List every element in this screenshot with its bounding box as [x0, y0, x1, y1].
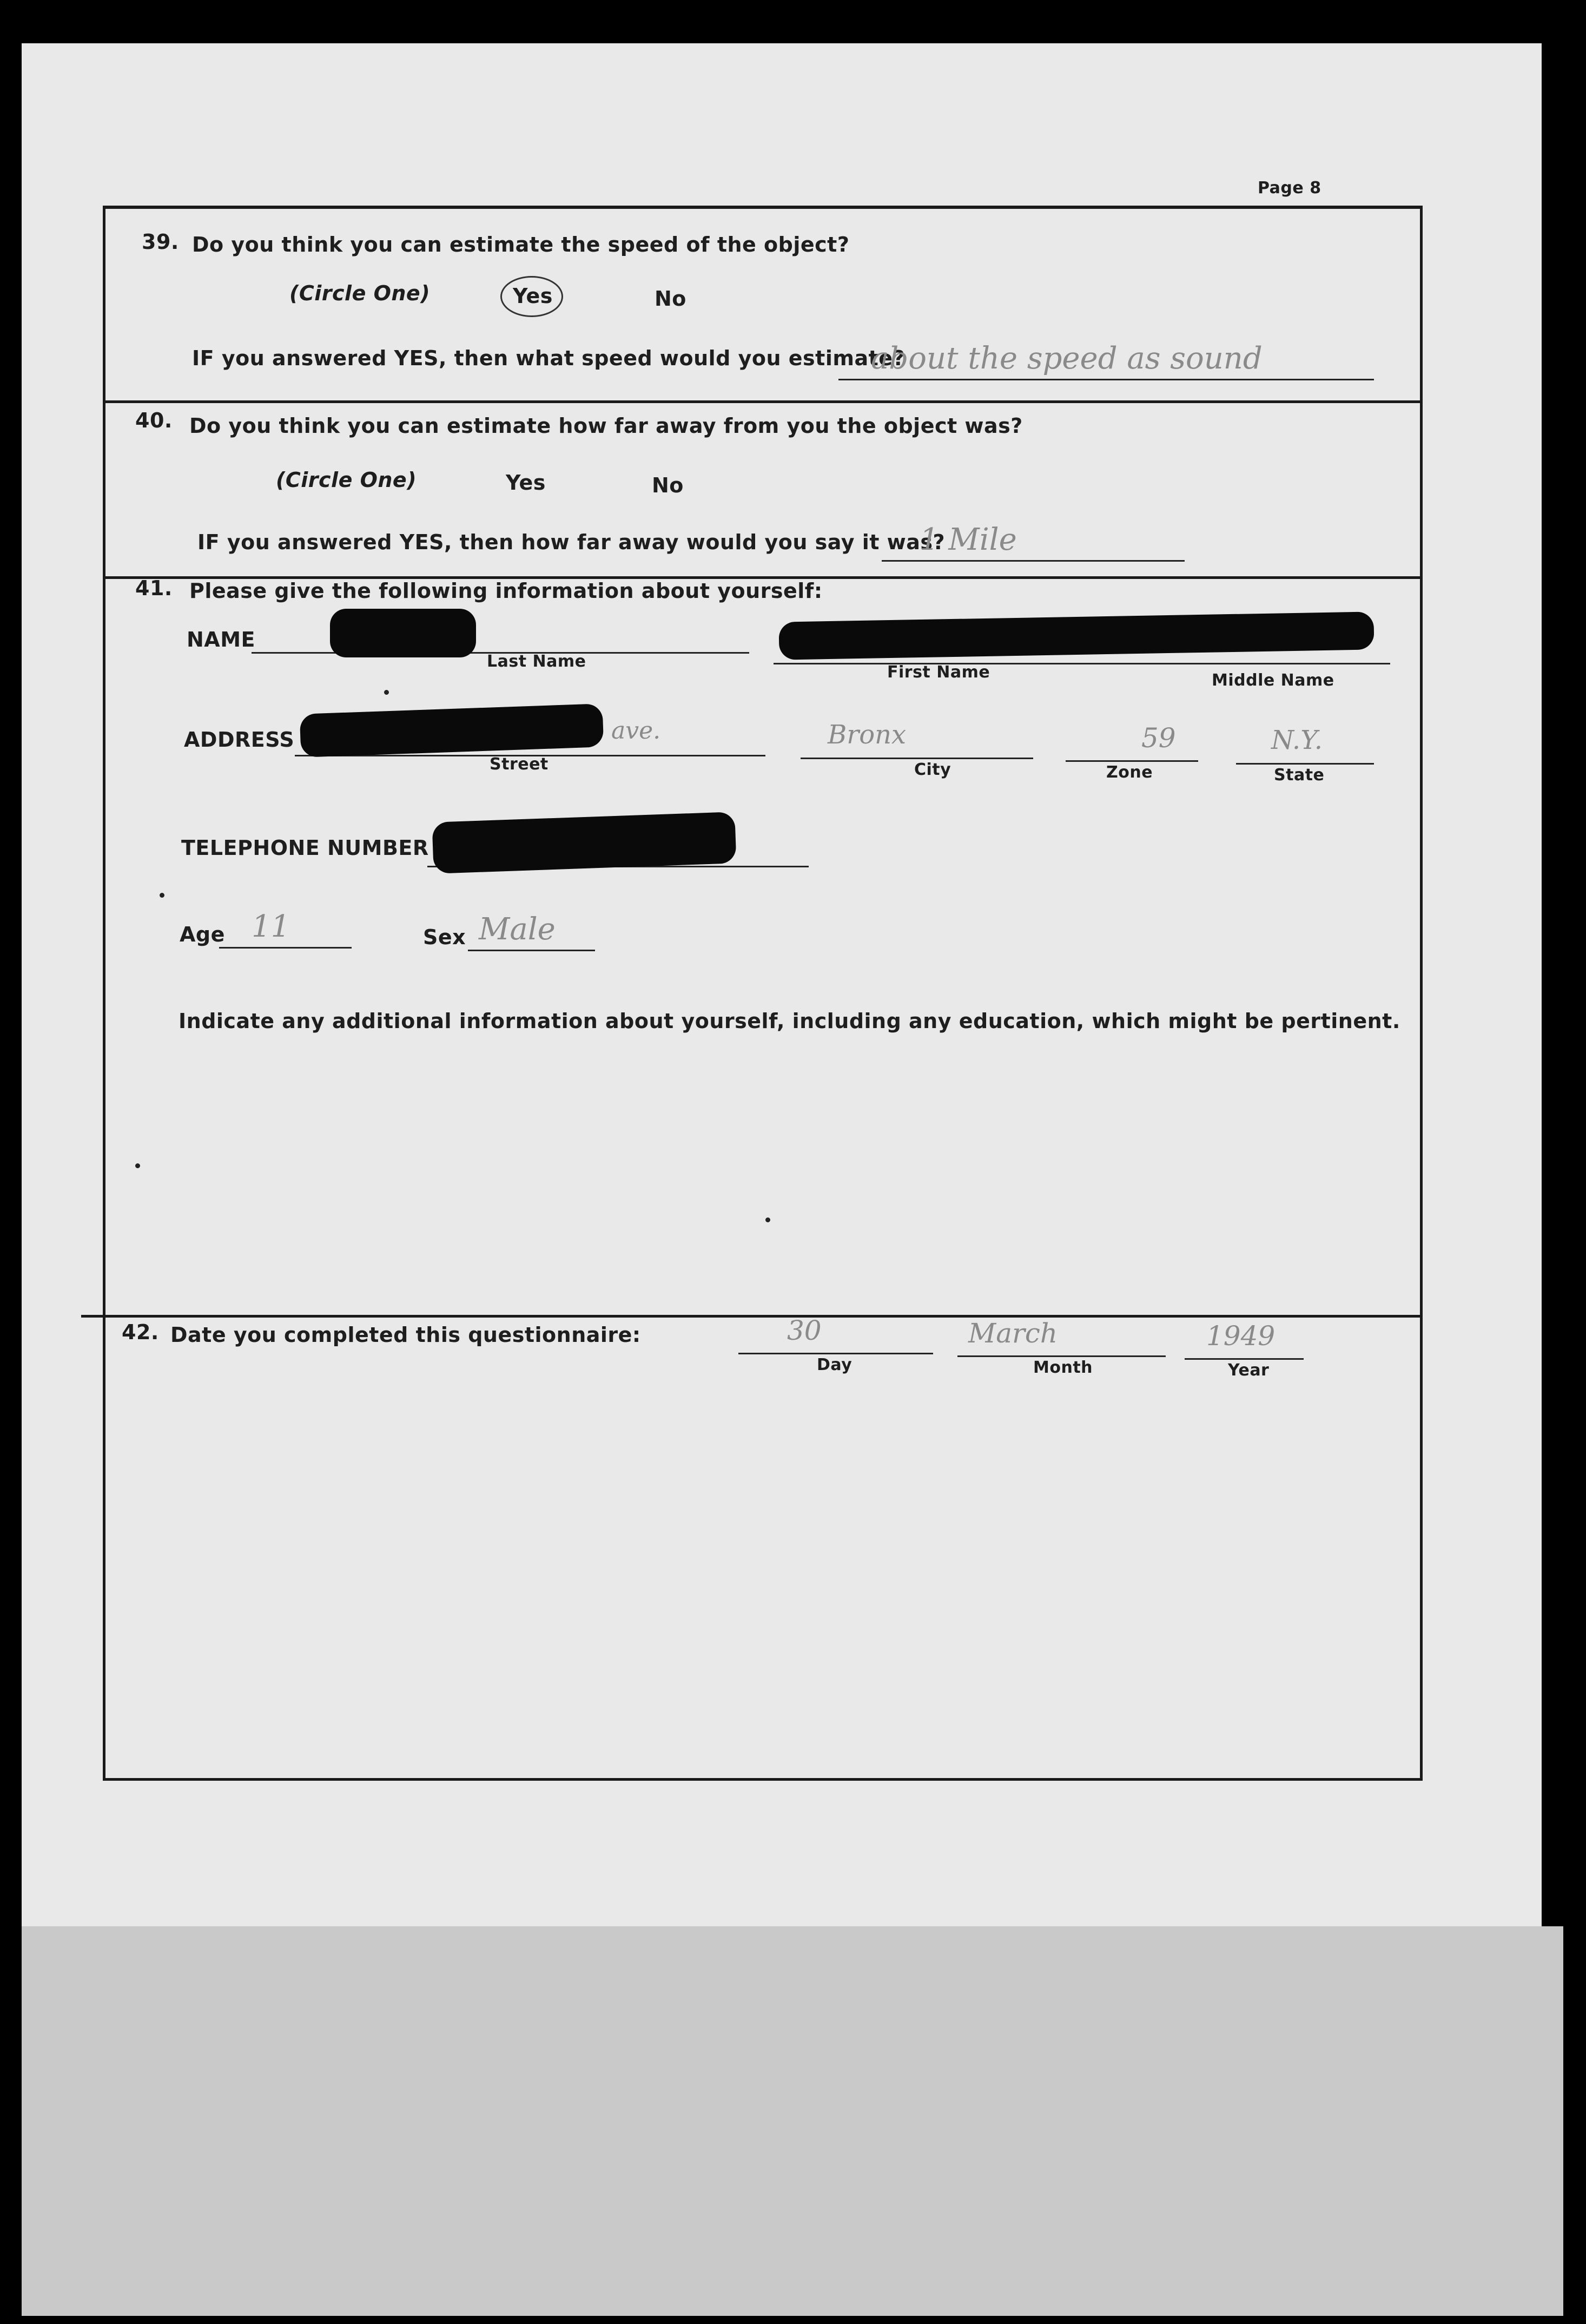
page-label: Page 8 — [1258, 179, 1321, 197]
q39-yes-option[interactable]: Yes — [513, 284, 553, 308]
state-caption: State — [1274, 766, 1325, 785]
street-partial[interactable]: ave. — [611, 717, 661, 745]
year-caption: Year — [1228, 1361, 1270, 1380]
q40-no-option[interactable]: No — [652, 473, 684, 497]
day-caption: Day — [817, 1355, 853, 1374]
q40-yes-option[interactable]: Yes — [506, 471, 546, 495]
year-line — [1185, 1358, 1304, 1360]
city-line — [801, 758, 1033, 759]
q40-answer-line — [882, 560, 1185, 562]
q39-number: 39. — [142, 230, 179, 254]
first-name-caption: First Name — [887, 663, 990, 682]
q42-question: Date you completed this questionnaire: — [170, 1323, 641, 1347]
month-value[interactable]: March — [968, 1318, 1058, 1349]
q41-number: 41. — [135, 576, 173, 600]
state-line — [1236, 763, 1374, 765]
address-label: ADDRESS — [184, 728, 295, 752]
speck — [384, 690, 389, 695]
age-value[interactable]: 11 — [252, 909, 290, 944]
q40-answer[interactable]: 1 Mile — [920, 522, 1017, 557]
divider-39-40 — [103, 400, 1420, 403]
sex-value[interactable]: Male — [479, 912, 556, 947]
month-caption: Month — [1033, 1358, 1093, 1377]
year-value[interactable]: 1949 — [1206, 1320, 1276, 1352]
month-line — [957, 1355, 1166, 1357]
q39-no-option[interactable]: No — [655, 287, 686, 311]
middle-name-caption: Middle Name — [1212, 671, 1334, 690]
telephone-label: TELEPHONE NUMBER — [181, 836, 429, 860]
state-value[interactable]: N.Y. — [1271, 725, 1323, 755]
q39-question: Do you think you can estimate the speed of the object? — [192, 233, 850, 256]
last-name-redaction — [330, 609, 476, 657]
q40-followup: IF you answered YES, then how far away would you say it was? — [197, 530, 946, 554]
day-line — [738, 1353, 933, 1354]
q39-answer-line — [838, 379, 1374, 380]
q40-number: 40. — [135, 409, 173, 432]
zone-value[interactable]: 59 — [1141, 722, 1176, 754]
underlying-sheet — [22, 1926, 1563, 2316]
last-name-caption: Last Name — [487, 652, 586, 671]
age-line — [219, 947, 352, 949]
q41-prompt: Please give the following information about yourself: — [189, 579, 823, 603]
speck — [765, 1217, 770, 1222]
q40-circle-one: (Circle One) — [276, 468, 417, 492]
q39-circle-one: (Circle One) — [289, 281, 431, 305]
speck — [160, 893, 164, 898]
q39-followup: IF you answered YES, then what speed would you estimate? — [192, 346, 906, 370]
divider-41-42 — [81, 1315, 1420, 1318]
speck — [135, 1163, 140, 1168]
zone-caption: Zone — [1106, 763, 1153, 782]
first-middle-name-line — [774, 663, 1390, 664]
q42-number: 42. — [122, 1320, 159, 1344]
day-value[interactable]: 30 — [787, 1315, 822, 1346]
street-caption: Street — [490, 755, 549, 774]
sex-label: Sex — [423, 925, 466, 949]
additional-info-prompt: Indicate any additional information about yourself, including any education, which might be pertinent. — [179, 1009, 1400, 1033]
name-label: NAME — [187, 628, 255, 651]
q39-answer[interactable]: about the speed as sound — [871, 341, 1263, 376]
sex-line — [468, 950, 595, 951]
city-caption: City — [914, 760, 951, 779]
telephone-redaction — [432, 812, 737, 873]
zone-line — [1066, 760, 1198, 762]
form-frame — [103, 206, 1423, 1781]
city-value[interactable]: Bronx — [828, 720, 907, 750]
q40-question: Do you think you can estimate how far away from you the object was? — [189, 414, 1023, 438]
age-label: Age — [180, 923, 225, 946]
